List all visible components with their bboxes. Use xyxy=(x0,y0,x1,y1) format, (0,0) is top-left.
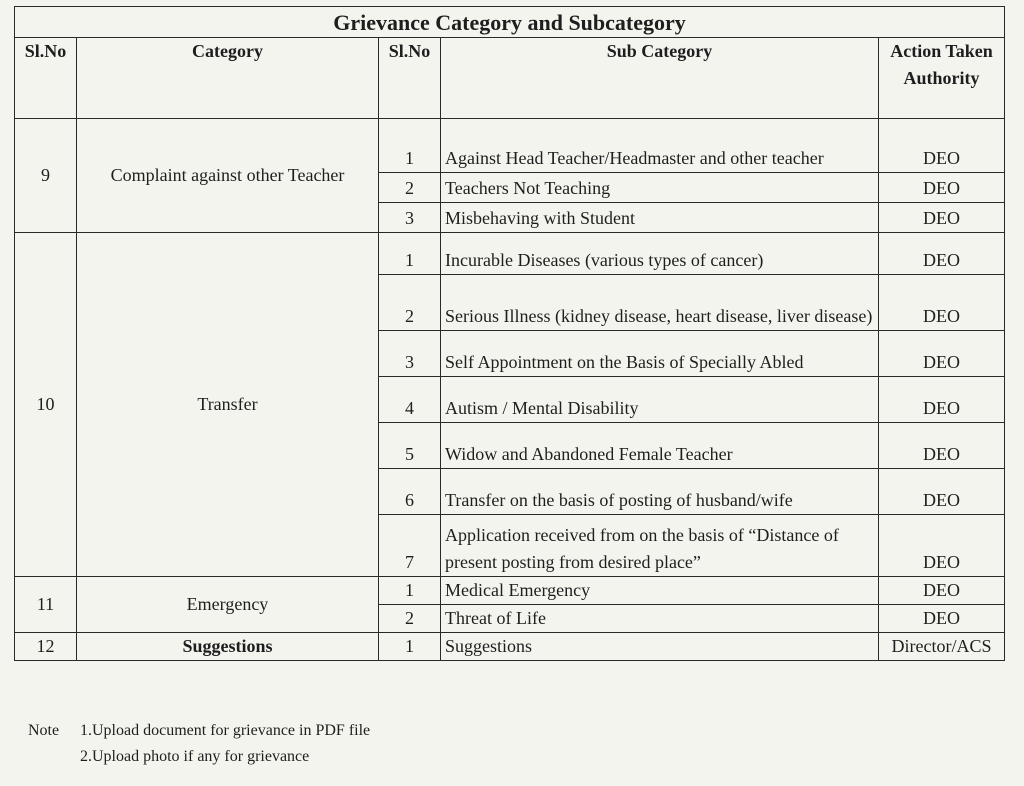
subcategory-sl-no: 1 xyxy=(379,233,441,275)
note-line: 2.Upload photo if any for grievance xyxy=(80,748,310,765)
action-authority: DEO xyxy=(879,605,1005,633)
action-authority: DEO xyxy=(879,469,1005,515)
subcategory-text: Medical Emergency xyxy=(441,577,879,605)
grievance-table xyxy=(14,6,1005,661)
header-sub-sl-no: Sl.No xyxy=(379,38,441,119)
table-row xyxy=(15,633,1005,661)
header-category: Category xyxy=(77,38,379,119)
category-name: Transfer xyxy=(77,233,379,577)
table-body xyxy=(15,119,1005,661)
table-row xyxy=(15,119,1005,173)
subcategory-text: Against Head Teacher/Headmaster and other teacher xyxy=(441,119,879,173)
subcategory-sl-no: 4 xyxy=(379,377,441,423)
table-row xyxy=(15,577,1005,605)
action-authority: DEO xyxy=(879,275,1005,331)
category-name: Emergency xyxy=(77,577,379,633)
subcategory-text: Misbehaving with Student xyxy=(441,203,879,233)
action-authority: DEO xyxy=(879,203,1005,233)
action-authority: DEO xyxy=(879,233,1005,275)
note-line: 1.Upload document for grievance in PDF file xyxy=(80,722,371,739)
category-sl-no: 12 xyxy=(15,633,77,661)
subcategory-text: Teachers Not Teaching xyxy=(441,173,879,203)
subcategory-text: Threat of Life xyxy=(441,605,879,633)
action-authority: Director/ACS xyxy=(879,633,1005,661)
subcategory-sl-no: 1 xyxy=(379,119,441,173)
header-row xyxy=(15,38,1005,119)
subcategory-text: Application received from on the basis of “Distance of present posting from desired place” xyxy=(441,515,879,577)
subcategory-sl-no: 1 xyxy=(379,633,441,661)
subcategory-sl-no: 2 xyxy=(379,275,441,331)
action-authority: DEO xyxy=(879,331,1005,377)
action-authority: DEO xyxy=(879,423,1005,469)
subcategory-text: Self Appointment on the Basis of Specially Abled xyxy=(441,331,879,377)
subcategory-text: Incurable Diseases (various types of cancer) xyxy=(441,233,879,275)
subcategory-sl-no: 5 xyxy=(379,423,441,469)
category-sl-no: 9 xyxy=(15,119,77,233)
table-title: Grievance Category and Subcategory xyxy=(15,7,1005,38)
subcategory-sl-no: 7 xyxy=(379,515,441,577)
subcategory-sl-no: 6 xyxy=(379,469,441,515)
subcategory-sl-no: 2 xyxy=(379,605,441,633)
category-sl-no: 10 xyxy=(15,233,77,577)
action-authority: DEO xyxy=(879,119,1005,173)
header-sub-category: Sub Category xyxy=(441,38,879,119)
subcategory-sl-no: 2 xyxy=(379,173,441,203)
category-sl-no: 11 xyxy=(15,577,77,633)
subcategory-sl-no: 3 xyxy=(379,203,441,233)
action-authority: DEO xyxy=(879,515,1005,577)
subcategory-sl-no: 1 xyxy=(379,577,441,605)
subcategory-text: Transfer on the basis of posting of husband/wife xyxy=(441,469,879,515)
subcategory-sl-no: 3 xyxy=(379,331,441,377)
note-lines xyxy=(80,718,370,770)
category-name: Complaint against other Teacher xyxy=(77,119,379,233)
subcategory-text: Suggestions xyxy=(441,633,879,661)
action-authority: DEO xyxy=(879,173,1005,203)
action-authority: DEO xyxy=(879,377,1005,423)
header-authority: Action Taken Authority xyxy=(879,38,1005,119)
action-authority: DEO xyxy=(879,577,1005,605)
category-name: Suggestions xyxy=(77,633,379,661)
subcategory-text: Autism / Mental Disability xyxy=(441,377,879,423)
note-label: Note xyxy=(28,722,60,739)
subcategory-text: Widow and Abandoned Female Teacher xyxy=(441,423,879,469)
table-row xyxy=(15,233,1005,275)
header-sl-no: Sl.No xyxy=(15,38,77,119)
subcategory-text: Serious Illness (kidney disease, heart disease, liver disease) xyxy=(441,275,879,331)
